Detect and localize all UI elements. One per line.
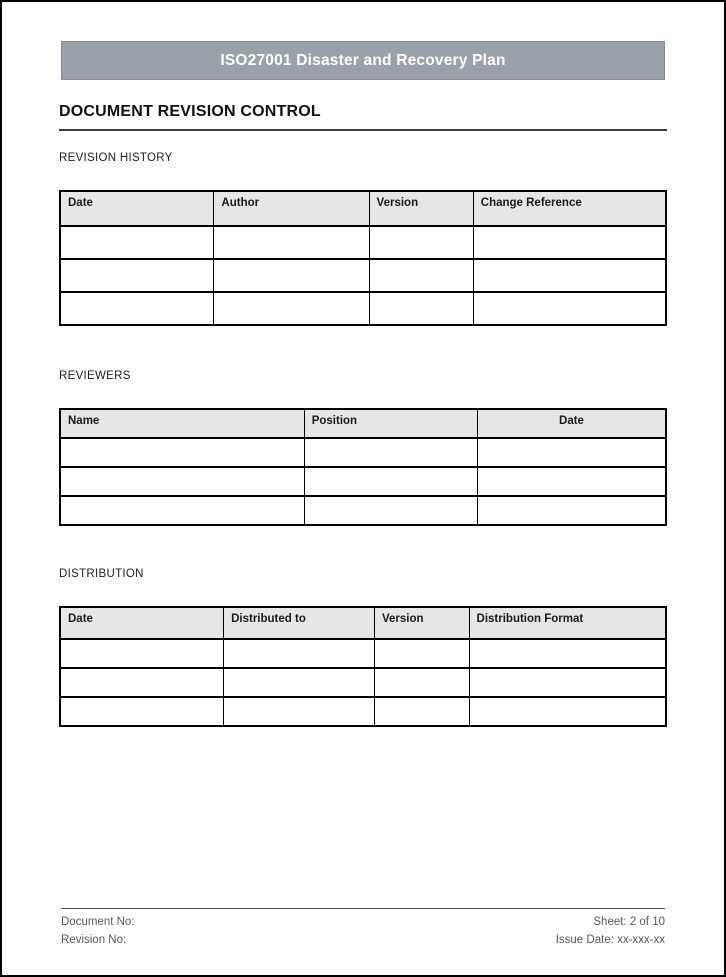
column-header-date: Date	[478, 409, 666, 438]
empty-cell	[60, 467, 304, 496]
empty-cell	[375, 697, 470, 726]
empty-cell	[214, 226, 369, 259]
empty-cell	[369, 259, 473, 292]
table-row	[60, 438, 666, 467]
table-row	[60, 668, 666, 697]
empty-cell	[369, 226, 473, 259]
empty-cell	[375, 668, 470, 697]
empty-cell	[224, 639, 375, 668]
empty-cell	[473, 226, 666, 259]
revision-no-label: Revision No:	[61, 934, 127, 946]
table-row	[60, 467, 666, 496]
empty-cell	[473, 259, 666, 292]
document-title-banner	[61, 41, 665, 80]
reviewers-table	[59, 408, 667, 526]
page-title: DOCUMENT REVISION CONTROL	[59, 103, 667, 131]
empty-cell	[60, 259, 214, 292]
empty-cell	[214, 259, 369, 292]
section-label-distribution: DISTRIBUTION	[59, 568, 144, 580]
empty-cell	[214, 292, 369, 325]
empty-cell	[304, 438, 477, 467]
document-no-label: Document No:	[61, 916, 135, 928]
column-header-name: Name	[60, 409, 304, 438]
table-row	[60, 697, 666, 726]
footer-left	[61, 913, 135, 949]
document-title: ISO27001 Disaster and Recovery Plan	[220, 51, 506, 69]
table-row	[60, 226, 666, 259]
empty-cell	[375, 639, 470, 668]
table-header-row	[60, 191, 666, 226]
empty-cell	[60, 697, 224, 726]
table-header-row	[60, 607, 666, 639]
document-content	[2, 41, 724, 727]
empty-cell	[478, 438, 666, 467]
column-header-distribution-format: Distribution Format	[469, 607, 666, 639]
issue-date: Issue Date: xx-xxx-xx	[555, 934, 665, 946]
table-row	[60, 259, 666, 292]
empty-cell	[304, 496, 477, 525]
column-header-distributed-to: Distributed to	[224, 607, 375, 639]
empty-cell	[369, 292, 473, 325]
column-header-author: Author	[214, 191, 369, 226]
empty-cell	[469, 697, 666, 726]
empty-cell	[60, 438, 304, 467]
empty-cell	[478, 496, 666, 525]
empty-cell	[224, 668, 375, 697]
page-footer	[61, 908, 665, 949]
empty-cell	[473, 292, 666, 325]
empty-cell	[469, 668, 666, 697]
table-header-row	[60, 409, 666, 438]
column-header-version: Version	[369, 191, 473, 226]
distribution-table	[59, 606, 667, 727]
section-label-revision-history: REVISION HISTORY	[59, 152, 173, 164]
column-header-date: Date	[60, 191, 214, 226]
table-row	[60, 292, 666, 325]
empty-cell	[224, 697, 375, 726]
empty-cell	[304, 467, 477, 496]
empty-cell	[60, 496, 304, 525]
empty-cell	[60, 639, 224, 668]
column-header-version: Version	[375, 607, 470, 639]
column-header-change-reference: Change Reference	[473, 191, 666, 226]
table-row	[60, 639, 666, 668]
empty-cell	[60, 226, 214, 259]
column-header-date: Date	[60, 607, 224, 639]
empty-cell	[60, 668, 224, 697]
empty-cell	[478, 467, 666, 496]
column-header-position: Position	[304, 409, 477, 438]
sheet-number: Sheet: 2 of 10	[593, 916, 665, 928]
empty-cell	[469, 639, 666, 668]
revision-history-table	[59, 190, 667, 326]
footer-right	[556, 913, 665, 949]
table-row	[60, 496, 666, 525]
empty-cell	[60, 292, 214, 325]
section-label-reviewers: REVIEWERS	[59, 370, 131, 382]
